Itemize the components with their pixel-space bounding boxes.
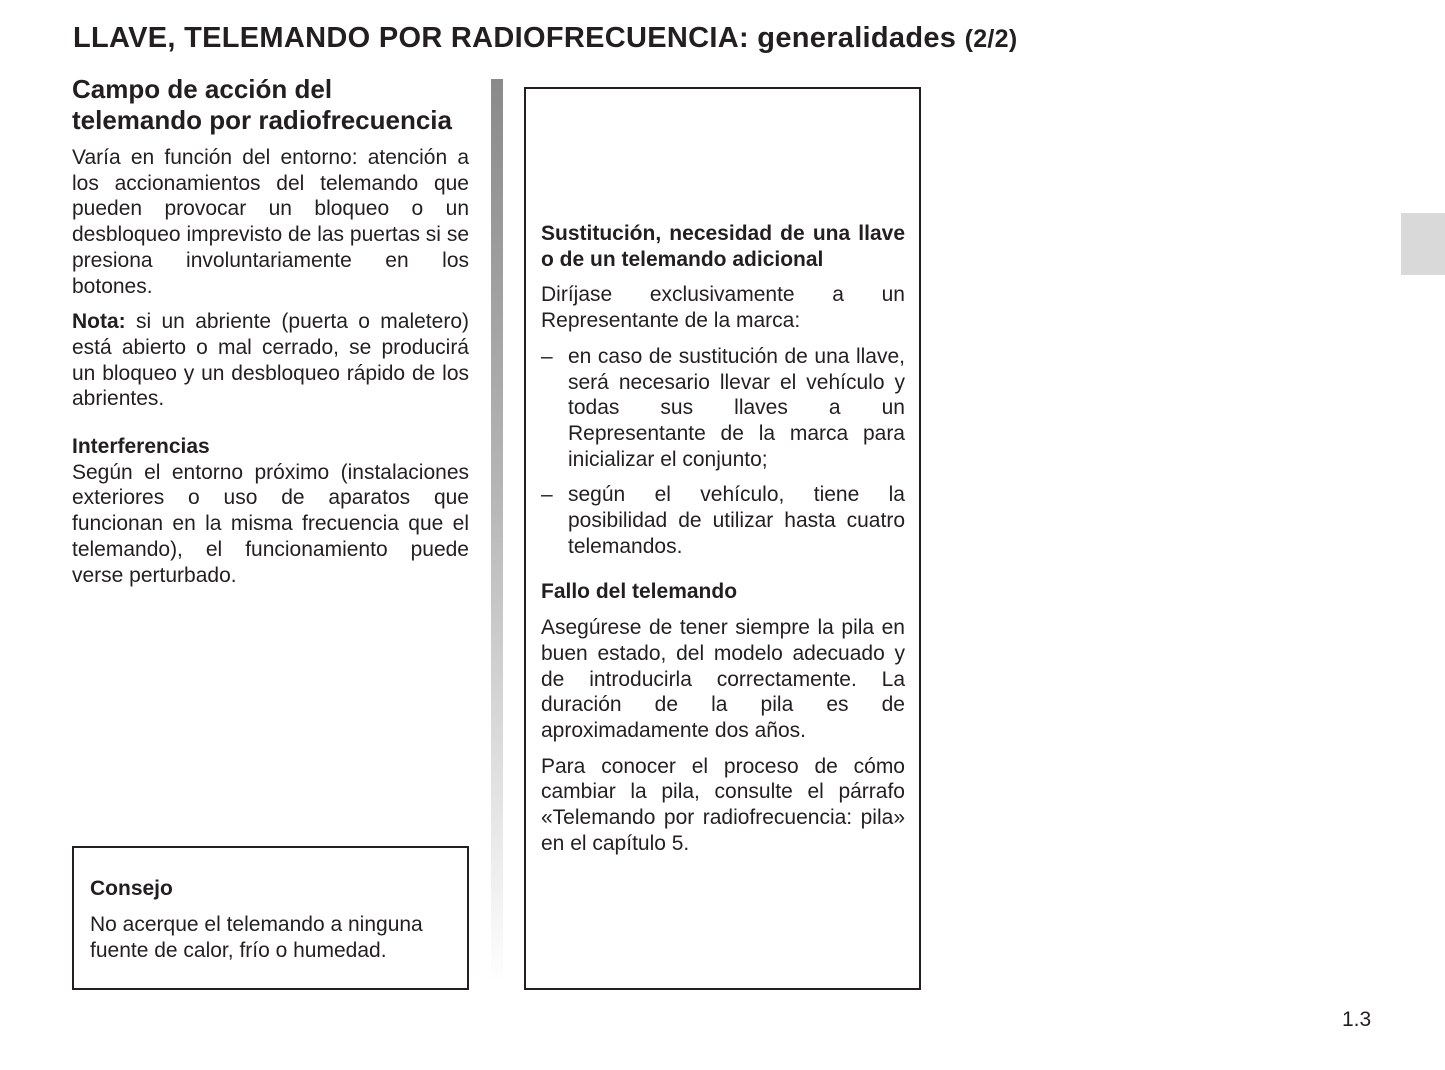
dash-bullet: –: [541, 483, 553, 507]
tip-box: [72, 846, 469, 990]
note-label: Nota:: [72, 310, 126, 334]
failure-paragraph-battery: Asegúrese de tener siempre la pila en buen estado, del modelo adecuado y de introducirla correctamente. La duración de la pila es de aproximadamente dos años.: [541, 616, 905, 742]
section-title-range: Campo de acción del telemando por radiofrecuencia: [72, 74, 452, 135]
tip-title: Consejo: [90, 877, 173, 900]
range-intro-paragraph: Varía en función del entorno: atención a los accionamientos del telemando que pueden provocar un bloqueo o un desbloqueo imprevisto de las puertas si se presiona involuntariamente en los botones.: [72, 146, 469, 298]
replacement-intro: Diríjase exclusivamente a un Representante de la marca:: [541, 283, 905, 333]
note-paragraph: [72, 309, 469, 412]
info-box-content: [541, 221, 905, 866]
replacement-list: [541, 344, 905, 560]
chapter-edge-tab: [1401, 213, 1445, 275]
list-item-text: en caso de sustitución de una llave, será necesario llevar el vehículo y todas sus llaves a un Representante de la marca para inicializar el conjunto;: [568, 344, 905, 471]
page-title: [73, 22, 1018, 55]
page-number: 1.3: [1342, 1008, 1372, 1031]
dash-bullet: –: [541, 344, 553, 368]
column-divider-bar: [491, 79, 503, 984]
replacement-heading: Sustitución, necesidad de una llave o de un telemando adicional: [541, 222, 905, 271]
list-item-text: según el vehículo, tiene la posibilidad de utilizar hasta cuatro telemandos.: [568, 483, 905, 558]
page-title-part-indicator: (2/2): [964, 25, 1018, 53]
tip-text: No acerque el telemando a ninguna fuente de calor, frío o humedad.: [90, 913, 423, 962]
page-title-main: LLAVE, TELEMANDO POR RADIOFRECUENCIA: generalidades: [73, 22, 957, 54]
left-column: [72, 74, 469, 598]
interference-heading: Interferencias: [72, 435, 210, 459]
list-item: [541, 344, 905, 473]
note-text: si un abriente (puerta o maletero) está abierto o mal cerrado, se producirá un bloqueo y un desbloqueo rápido de los abrientes.: [72, 310, 469, 411]
interference-paragraph: Según el entorno próximo (instalaciones exteriores o uso de aparatos que funcionan en la misma frecuencia que el telemando), el funcionamiento puede verse perturbado.: [72, 460, 469, 587]
failure-heading: Fallo del telemando: [541, 580, 738, 604]
info-box: [524, 87, 921, 990]
failure-paragraph-reference: Para conocer el proceso de cómo cambiar la pila, consulte el párrafo «Telemando por radiofrecuencia: pila» en el capítulo 5.: [541, 754, 905, 855]
list-item: [541, 482, 905, 559]
